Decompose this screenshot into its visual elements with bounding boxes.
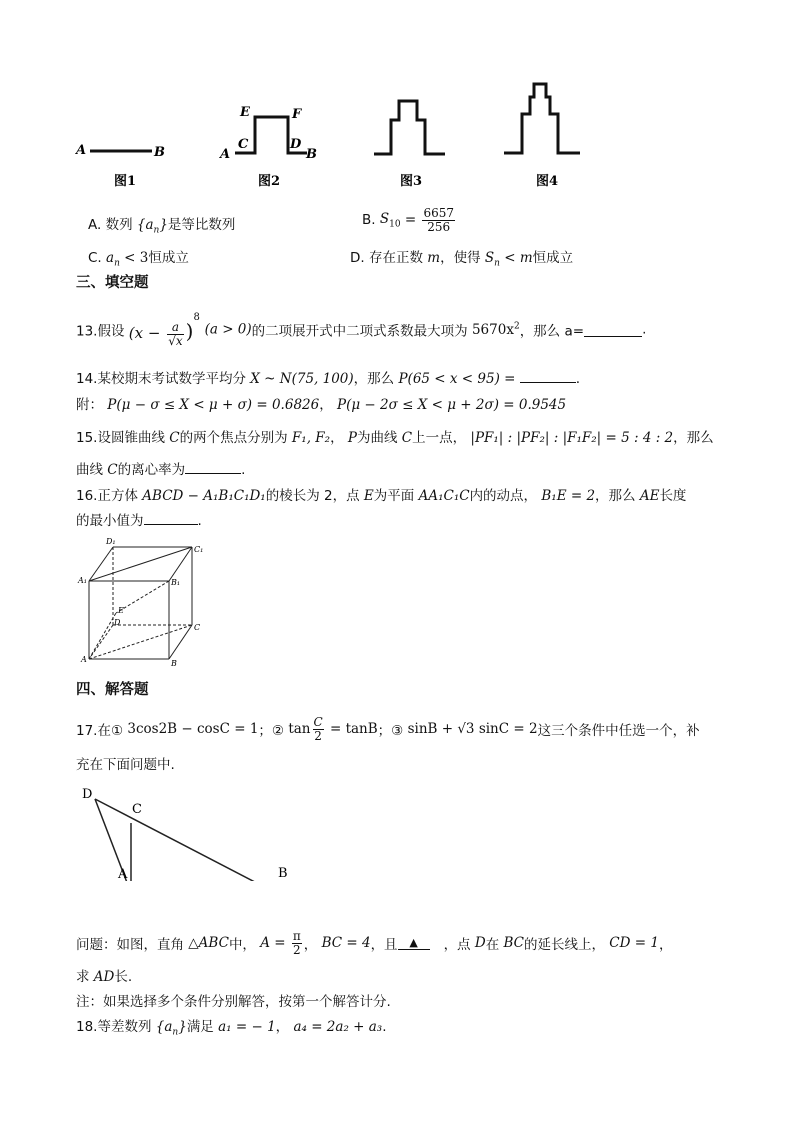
option-d bbox=[350, 246, 573, 269]
q15-text-4: 为曲线 bbox=[356, 430, 398, 446]
q16-plane: AA₁C₁C bbox=[418, 488, 470, 504]
q17-text-4: 这三个条件中任选一个，补 bbox=[537, 723, 700, 740]
q17-triangle: △ABC bbox=[188, 935, 229, 952]
fig3-path bbox=[374, 101, 445, 154]
section-3-title: 三、填空题 bbox=[76, 275, 149, 291]
q13-expression: (x − $\frac{a}{√x}$ )$^8$ bbox=[128, 312, 200, 348]
q15-c: C bbox=[169, 430, 180, 446]
fig2-label-b: B bbox=[306, 147, 317, 162]
question-13 bbox=[76, 312, 646, 347]
q18-condition-2: a₄ = 2a₂ + a₃ bbox=[293, 1019, 383, 1035]
q14-text-b: ，那么 bbox=[353, 371, 395, 387]
q14-p1: P(μ − σ ≤ X < μ + σ) = 0.6826 bbox=[107, 397, 320, 413]
option-b-fraction: $\frac{6657}{256}$ bbox=[423, 206, 455, 234]
question-16-line2 bbox=[76, 509, 202, 529]
q13-end: . bbox=[642, 321, 647, 338]
option-d-mid: ，使得 bbox=[440, 250, 481, 266]
q17-condition-2: tan $\frac{C}{2}$ = tanB bbox=[288, 715, 378, 743]
fig2-label-a: A bbox=[220, 147, 231, 162]
q17-ad: AD bbox=[93, 969, 115, 985]
fig2-label-e: E bbox=[240, 105, 250, 120]
q13-num: 13.假设 bbox=[76, 323, 125, 340]
q15-answer-blank[interactable] bbox=[185, 460, 241, 474]
q15-end: . bbox=[241, 462, 246, 478]
q13-answer-blank[interactable] bbox=[584, 323, 642, 337]
q15-foci: F₁, F₂ bbox=[291, 430, 331, 446]
question-17-line2: 充在下面问题中. bbox=[76, 757, 175, 773]
q16-text-4: 内的动点， bbox=[469, 488, 538, 504]
q16-text-7: 的最小值为 bbox=[76, 513, 144, 529]
option-c bbox=[88, 246, 189, 269]
q17-text-9: ，点 bbox=[443, 937, 471, 954]
option-d-text: 恒成立 bbox=[532, 250, 574, 266]
q15-ratio: |PF₁| : |PF₂| : |F₁F₂| = 5 : 4 : 2 bbox=[470, 430, 674, 446]
q17-text-6: 中， bbox=[228, 937, 256, 954]
q15-text-8: 的离心率为 bbox=[117, 462, 186, 478]
question-15-line1 bbox=[76, 426, 714, 446]
q14-answer-blank[interactable] bbox=[520, 369, 576, 383]
cube-figure bbox=[76, 533, 216, 669]
q14-probability: P(65 < x < 95) = bbox=[398, 371, 516, 387]
q16-text-5: ，那么 bbox=[595, 488, 636, 504]
q16-text-6: 长度 bbox=[659, 488, 687, 504]
option-a-text: 是等比数列 bbox=[167, 217, 236, 233]
cube-label-b: B bbox=[171, 659, 177, 668]
q18-seq: $\{a_n\}$ bbox=[155, 1019, 187, 1038]
question-17-line3 bbox=[76, 930, 672, 956]
q15-text-5: 上一点， bbox=[412, 430, 467, 446]
q16-text-1: 16.正方体 bbox=[76, 488, 138, 504]
fig1-caption: 图1 bbox=[114, 174, 137, 189]
question-17-note: 注：如果选择多个条件分别解答，按第一个解答计分. bbox=[76, 994, 391, 1010]
cube-label-e: E bbox=[118, 606, 124, 615]
cube-label-a1: A₁ bbox=[78, 576, 87, 585]
q16-text-2: 的棱长为 2，点 bbox=[265, 488, 360, 504]
q17-text-8: ，且 bbox=[370, 937, 398, 954]
q13-condition: (a > 0) bbox=[204, 321, 252, 338]
cube-label-d: D bbox=[114, 618, 121, 627]
q17-text-7: ， bbox=[303, 937, 318, 954]
option-d-expr: $S_n < m$ bbox=[484, 250, 533, 269]
q17-condition-1: 3cos2B − cosC = 1 bbox=[127, 721, 259, 738]
q15-text-3: ， bbox=[330, 430, 344, 446]
q15-text-1: 15.设圆锥曲线 bbox=[76, 430, 165, 446]
q17-text-12: ， bbox=[658, 937, 673, 954]
q16-cube: ABCD − A₁B₁C₁D₁ bbox=[142, 488, 266, 504]
fig2-label-c: C bbox=[238, 137, 249, 152]
q17-condition-blank[interactable] bbox=[398, 936, 430, 950]
triangle-label-b: B bbox=[278, 866, 288, 881]
triangle-label-d: D bbox=[82, 787, 93, 802]
question-14-line2 bbox=[76, 393, 566, 413]
q14-text-a: 14.某校期末考试数学平均分 bbox=[76, 371, 246, 387]
q17-text-2: ；② bbox=[258, 723, 285, 740]
q18-end: . bbox=[382, 1019, 387, 1035]
q17-text-3: ；③ bbox=[377, 723, 404, 740]
q17-text-10: 在 bbox=[485, 937, 500, 954]
figures-top bbox=[70, 78, 600, 190]
fig2-label-f: F bbox=[292, 107, 302, 122]
fig3-caption: 图3 bbox=[400, 174, 423, 189]
q18-sep: ， bbox=[275, 1019, 290, 1035]
fig4-path bbox=[504, 84, 580, 153]
q17-text-13: 求 bbox=[76, 969, 90, 985]
q17-d: D bbox=[474, 935, 486, 952]
q17-text-14: 长. bbox=[114, 969, 133, 985]
cube-label-c1: C₁ bbox=[194, 545, 204, 554]
question-15-line2 bbox=[76, 458, 245, 478]
q17-text-11: 的延长线上， bbox=[524, 937, 605, 954]
option-c-prefix: C. bbox=[88, 250, 102, 266]
triangle-figure bbox=[78, 783, 298, 881]
q17-bc2: BC bbox=[503, 935, 524, 952]
q16-text-3: 为平面 bbox=[373, 488, 415, 504]
fig2-caption: 图2 bbox=[258, 174, 281, 189]
q17-text-5: 问题：如图，直角 bbox=[76, 937, 184, 954]
q17-bc: BC = 4 bbox=[321, 935, 371, 952]
fig2-label-d: D bbox=[290, 137, 302, 152]
q14-distribution: X ~ N(75, 100) bbox=[250, 371, 354, 387]
cube-label-d1: D₁ bbox=[106, 537, 116, 546]
fig1-label-a: A bbox=[76, 143, 87, 158]
q14-appendix-label: 附： bbox=[76, 397, 103, 413]
q15-text-2: 的两个焦点分别为 bbox=[179, 430, 288, 446]
q15-p: P bbox=[347, 430, 357, 446]
option-a bbox=[88, 213, 235, 236]
fig1-label-b: B bbox=[154, 145, 165, 160]
cube-label-b1: B₁ bbox=[171, 578, 181, 587]
question-14-line1 bbox=[76, 367, 580, 387]
fig4-caption: 图4 bbox=[536, 174, 559, 189]
q15-c3: C bbox=[107, 462, 118, 478]
question-17-line1 bbox=[76, 716, 700, 742]
question-18 bbox=[76, 1015, 387, 1038]
q16-condition: B₁E = 2 bbox=[541, 488, 596, 504]
q13-text: 的二项展开式中二项式系数最大项为 bbox=[251, 323, 468, 340]
option-c-text: 恒成立 bbox=[148, 250, 189, 266]
q18-condition-1: a₁ = − 1 bbox=[218, 1019, 276, 1035]
section-4-title: 四、解答题 bbox=[76, 682, 149, 698]
option-c-expr: $a_n < 3$ bbox=[106, 250, 149, 269]
triangle-label-a: A bbox=[118, 867, 128, 881]
cube-label-c: C bbox=[194, 623, 201, 632]
option-d-prefix: D. 存在正数 bbox=[350, 250, 423, 266]
q14-sep: ， bbox=[319, 397, 333, 413]
q17-angle: A = $\frac{\pi}{2}$ bbox=[260, 929, 301, 957]
q14-end: . bbox=[575, 371, 581, 387]
q16-end: . bbox=[197, 513, 202, 529]
q15-text-6: ，那么 bbox=[673, 430, 714, 446]
question-17-line4 bbox=[76, 965, 132, 985]
option-b bbox=[362, 207, 457, 233]
q15-c2: C bbox=[401, 430, 413, 446]
q13-tail: ，那么 a= bbox=[519, 323, 585, 340]
q17-text-1: 17.在① bbox=[76, 723, 124, 740]
option-b-eq: = bbox=[400, 212, 421, 229]
q14-p2: P(μ − 2σ ≤ X < μ + 2σ) = 0.9545 bbox=[337, 397, 567, 413]
q17-condition-3: sinB + √3 sinC = 2 bbox=[407, 721, 538, 738]
q16-ae: AE bbox=[639, 488, 660, 504]
q18-text-1: 18.等差数列 bbox=[76, 1019, 152, 1035]
option-d-m: m bbox=[427, 250, 441, 266]
q16-e: E bbox=[363, 488, 374, 504]
option-b-s: $S_{10}$ bbox=[379, 210, 401, 230]
cube-label-a: A bbox=[81, 655, 87, 664]
option-a-prefix: A. 数列 bbox=[88, 217, 133, 233]
q15-text-7: 曲线 bbox=[76, 462, 103, 478]
q13-term: $5670x^2$ bbox=[471, 321, 520, 338]
q17-cd: CD = 1 bbox=[609, 935, 659, 952]
question-16-line1 bbox=[76, 484, 686, 504]
option-b-prefix: B. bbox=[362, 212, 376, 229]
triangle-label-c: C bbox=[132, 802, 142, 817]
q18-text-2: 满足 bbox=[186, 1019, 214, 1035]
q17-marker: ▲ bbox=[409, 936, 418, 950]
option-a-seq: $\{a_n\}$ bbox=[136, 217, 168, 236]
q16-answer-blank[interactable] bbox=[144, 511, 198, 525]
